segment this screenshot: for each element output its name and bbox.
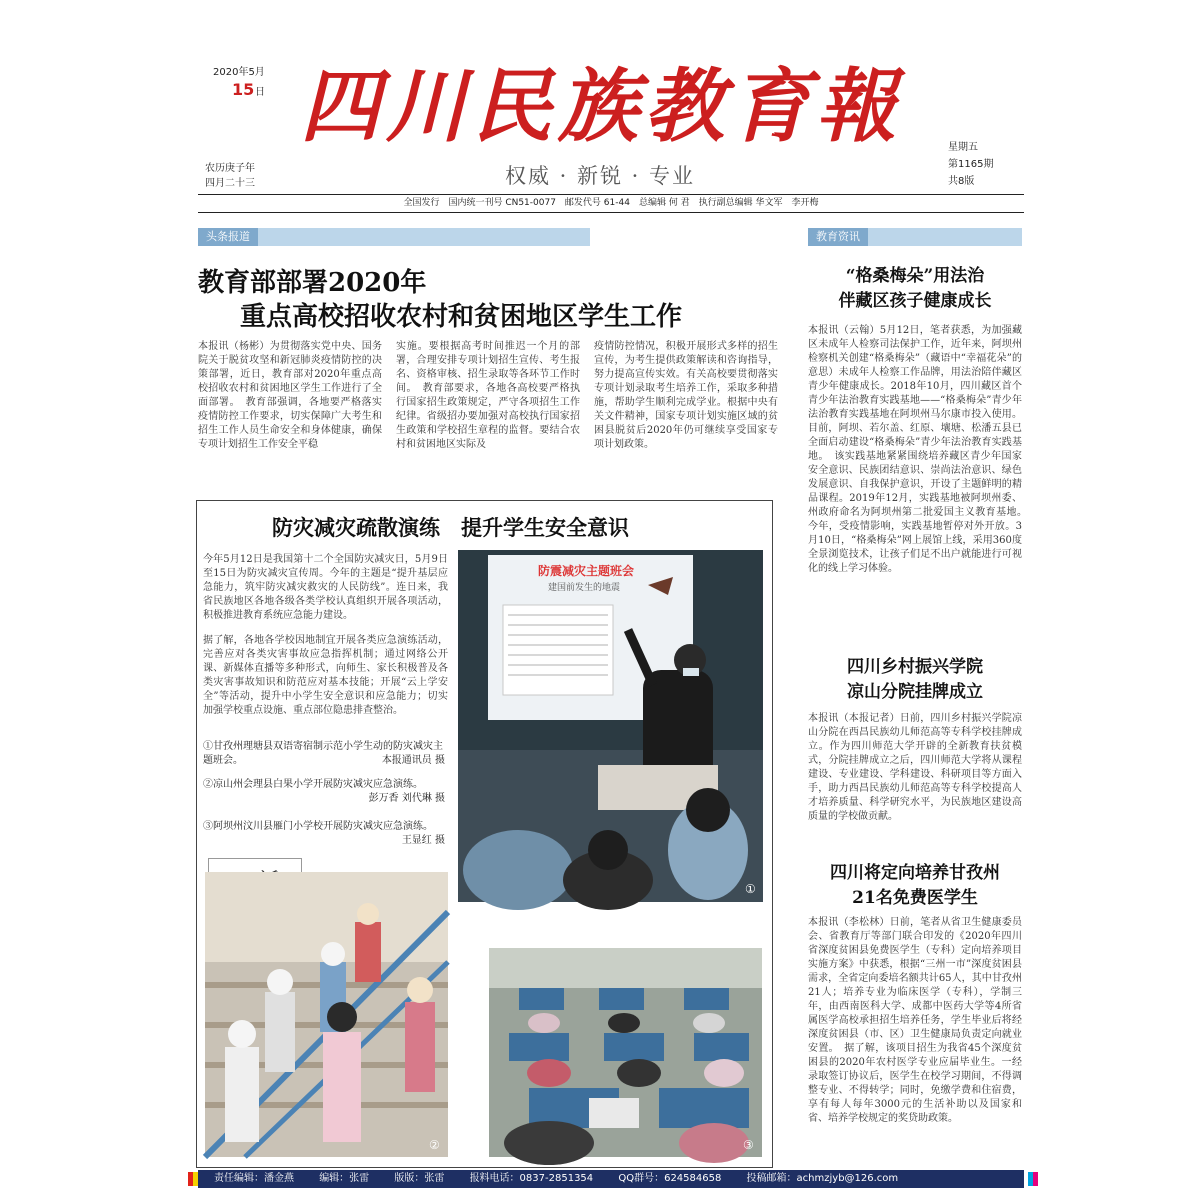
feature-caption-2-credit: 彭万香 刘代琳 摄 xyxy=(368,793,445,804)
feature-para2: 据了解，各地各学校因地制宜开展各类应急演练活动，完善应对各类灾害事故应急指挥机制；通过网络公开课、新媒体直播等多种形式，向师生、家长积极普及各类灾害事故知识和防范应对基本技能；开展“云上学安全”等活动，提升中小学生安全意识和应急能力；切实加强学校重点设施、重点部位隐患排查整治。 xyxy=(203,635,448,716)
sidebar-story1-body: 本报讯（云翰）5月12日，笔者获悉，为加强藏区未成年人检察司法保护工作，近年来，阿坝州检察机关创建“格桑梅朵”（藏语中“幸福花朵”的意思）未成年人检察工作品牌，用法治陪伴藏区青少年健康成长。2018年10月，四川藏区首个青少年法治教育实践基地——“格桑梅朵”青少年法治教育实践基地在阿坝州马尔康市投入使用。目前，阿坝、若尔盖、红原、壤塘、松潘五县已全面启动建设“格桑梅朵”青少年法治教育实践基地。 该实践基地紧紧围绕培养藏区青少年国家安全意识、民族团结意识、崇尚法治意识、绿色发展意识、自我保护意识，开设了主题鲜明的精品课程。2019年12月，实践基地被阿坝州委、州政府命名为阿坝州第二批爱国主义教育基地。 今年，受疫情影响，实践基地暂停对外开放。3月10日，“格桑梅朵”网上展馆上线，采用360度全景浏览技术，让孩子们足不出户就能进行可视化的线上学习体验。 xyxy=(808,325,1032,574)
lead-headline-line2: 重点高校招收农村和贫困地区学生工作 xyxy=(240,302,683,332)
photo-marker-2: ② xyxy=(429,1138,440,1152)
sidebar-story1-headline-2: 伴藏区孩子健康成长 xyxy=(838,291,992,311)
lunar-date-year: 农历庚子年 xyxy=(205,163,255,174)
masthead-slogan: 权威 · 新锐 · 专业 xyxy=(504,164,696,188)
stairwell-illustration xyxy=(205,872,448,1157)
issue-date-day-suffix: 日 xyxy=(255,87,265,98)
sidebar-story1-headline-1: “格桑梅朵”用法治 xyxy=(845,266,985,286)
footer-qq: QQ群号：624584658 xyxy=(618,1173,722,1184)
photo-classroom-lesson xyxy=(458,550,763,902)
feature-caption-3-credit: 王显红 摄 xyxy=(401,835,445,846)
lead-headline-line1: 教育部部署2020年 xyxy=(198,268,427,298)
footer-email: 投稿邮箱：achmzjyb@126.com xyxy=(746,1173,899,1184)
screen-slide-title: 防震减灾主题班会 xyxy=(538,564,635,578)
issue-date-day: 15 xyxy=(232,80,255,99)
lead-body-col1: 本报讯（杨彬）为贯彻落实党中央、国务院关于脱贫攻坚和新冠肺炎疫情防控的决策部署，近日，教育部对2020年重点高校招收农村和贫困地区学生工作进行了全面部署。 教育部强调，各地要严格落实疫情防控工作要求，切实保障广大考生和招生工作人员生命安全和身体健康，确保专项计划招生工作安全平稳 xyxy=(198,341,382,450)
masthead-info-line: 全国发行 国内统一刊号 CN51-0077 邮发代号 61-44 总编辑 何 君 执行副总编辑 华文军 李开梅 xyxy=(403,198,819,208)
photo-desk-drill xyxy=(489,948,762,1157)
masthead-rule-bottom xyxy=(198,212,1024,213)
feature-para1: 今年5月12日是我国第十二个全国防灾减灾日，5月9日至15日为防灾减灾宣传周。今年的主题是“提升基层应急能力，筑牢防灾减灾救灾的人民防线”。连日来，我省民族地区各地各级各类学校认真组织开展各项活动，积极推进教育系统应急能力建设。 xyxy=(203,554,448,621)
sidebar-story2-headline-1: 四川乡村振兴学院 xyxy=(847,657,983,677)
sidebar-story3-body: 本报讯（李松林）日前，笔者从省卫生健康委员会、省教育厅等部门联合印发的《2020年四川省深度贫困县免费医学生（专科）定向培养项目实施方案》中获悉，根据“三州一市”深度贫困县需求，全省定向委培名额共计65人，其中甘孜州21人；培养专业为临床医学（专科），学制三年，由西南医科大学、成都中医药大学等4所省属医学高校承担招生培养任务，学生毕业后将经深度贫困县（市、区）卫生健康局负责定向就业安置。 据了解，该项目招生为我省45个深度贫困县的2020年农村医学专业应届毕业生。一经录取签订协议后，医学生在校学习期间，不得调整专业、不得转学；同时，免缴学费和住宿费，享有每人每年3000元的生活补助以及国家和省、培养学校规定的奖贷助政策。 xyxy=(808,917,1022,1124)
photo-stairwell-drill xyxy=(205,872,448,1157)
footer-copy-editor: 编辑：张雷 xyxy=(319,1173,370,1184)
issue-date-year-month: 2020年5月 xyxy=(213,67,265,78)
sidebar-story3-headline-1: 四川将定向培养甘孜州 xyxy=(830,863,1000,883)
issue-number: 第1165期 xyxy=(948,159,994,170)
photo-marker-1: ① xyxy=(745,882,756,896)
footer-bar xyxy=(198,1170,1024,1188)
desk-drill-illustration xyxy=(489,948,762,1157)
feature-headline: 防灾减灾疏散演练 提升学生安全意识 xyxy=(272,515,629,540)
lead-section-tag: 头条报道 xyxy=(198,228,258,246)
masthead-rule-top xyxy=(198,194,1024,195)
classroom-illustration xyxy=(458,550,763,902)
feature-caption-1-credit: 本报通讯员 摄 xyxy=(381,755,445,766)
newspaper-masthead: 四川民族教育報 xyxy=(300,59,902,153)
footer-phone: 报料电话：0837-2851354 xyxy=(469,1173,594,1184)
lead-body-col3: 疫情防控情况，积极开展形式多样的招生宣传，为考生提供政策解读和咨询指导，努力提高宣传实效。有关高校要贯彻落实专项计划录取考生培养工作，采取多种措施，帮助学生顺利完成学业。根据中央有关文件精神，国家专项计划实施区域的贫困县脱贫后2020年仍可继续享受国家专项计划政策。 xyxy=(594,341,778,450)
weekday: 星期五 xyxy=(948,142,978,153)
photo-marker-3: ③ xyxy=(743,1138,754,1152)
feature-caption-3: ③阿坝州汶川县雁门小学校开展防灾减灾应急演练。 xyxy=(203,821,433,832)
footer-editor: 责任编辑：潘金燕 xyxy=(214,1173,294,1184)
lunar-date-day: 四月二十三 xyxy=(205,178,255,189)
sidebar-story2-headline-2: 凉山分院挂牌成立 xyxy=(847,682,983,702)
sidebar-story3-headline-2: 21名免费医学生 xyxy=(852,888,978,908)
page-count: 共8版 xyxy=(948,176,975,187)
sidebar-story2-body: 本报讯（本报记者）日前，四川乡村振兴学院凉山分院在西昌民族幼儿师范高等专科学校挂牌成立。作为四川师范大学开辟的全新教育扶贫模式，分院挂牌成立之后，四川师范大学将从课程建设、专业建设、学科建设、科研项目等方面入手，助力西昌民族幼儿师范高等专科学校提高人才培养质量、科学研究水平，为民族地区建设高质量的学校做贡献。 xyxy=(808,713,1022,822)
feature-caption-2: ②凉山州会理县白果小学开展防灾减灾应急演练。 xyxy=(203,779,423,790)
feature-caption-1: ①甘孜州理塘县双语寄宿制示范小学生动的防灾减灾主题班会。 xyxy=(203,741,443,766)
lead-body-col2: 实施。要根据高考时间推迟一个月的部署，合理安排专项计划招生宣传、考生报名、资格审核、招生录取等各环节工作时间。 教育部要求，各地各高校要严格执行国家招生政策规定，严守各项招生工作纪律。省级招办要加强对高校执行国家招生政策和学校招生章程的监督。要结合农村和贫困地区实际及 xyxy=(396,341,580,450)
footer-layout: 版版：张雷 xyxy=(394,1173,445,1184)
sidebar-section-tag: 教育资讯 xyxy=(808,228,868,246)
color-strip-magenta xyxy=(1033,1172,1038,1186)
screen-slide-subtitle: 建国前发生的地震 xyxy=(548,583,621,593)
